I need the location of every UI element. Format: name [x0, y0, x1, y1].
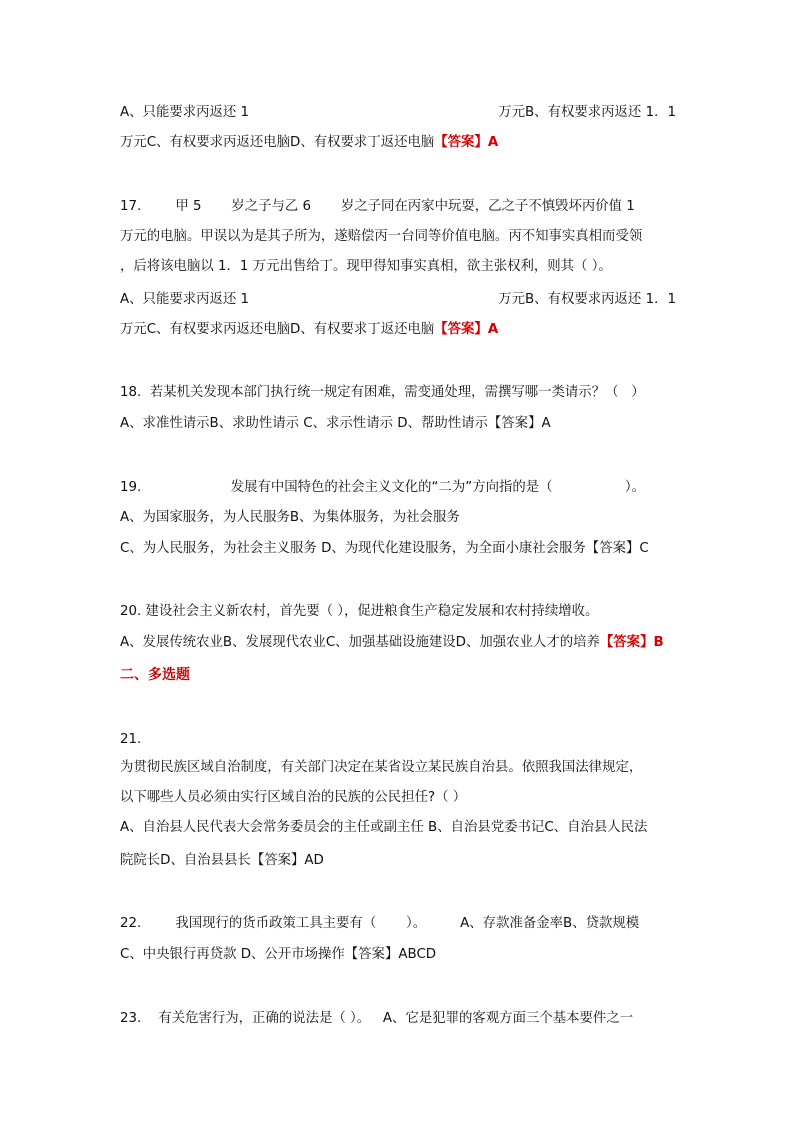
option-line: C、中央银行再贷款 D、公开市场操作【答案】ABCD [120, 947, 437, 962]
option-line [120, 290, 676, 310]
answer-label: 【答案】A [434, 135, 499, 150]
question-18: 18. 若某机关发现本部门执行统一规定有困难，需变通处理，需撰写哪一类请示？（ ） [120, 385, 645, 400]
question-text: 万元的电脑。甲误以为是其子所为，遂赔偿丙一台同等价值电脑。丙不知事实真相而受领 [120, 229, 643, 244]
section-heading: 二、多选题 [120, 667, 190, 683]
option-text: 万元C、有权要求丙返还电脑D、有权要求丁返还电脑 [120, 322, 435, 337]
option-text: A、只能要求丙返还 1 [120, 292, 250, 307]
question-17: 17. 甲 5 岁之子与乙 6 岁之子同在丙家中玩耍，乙之子不慎毁坏丙价值 1 [120, 199, 635, 214]
question-22: 22. 我国现行的货币政策工具主要有（ ）。 A、存款准备金率B、贷款规模 [120, 916, 640, 931]
option-text: 万元C、有权要求丙返还电脑D、有权要求丁返还电脑 [120, 135, 435, 150]
option-line: A、求准性请示B、求助性请示 C、求示性请示 D、帮助性请示【答案】A [120, 416, 551, 431]
question-text: ，后将该电脑以 1．1 万元出售给丁。现甲得知事实真相，欲主张权利，则其（ ）。 [120, 259, 612, 274]
option-text: A、发展传统农业B、发展现代农业C、加强基础设施建设D、加强农业人才的培养 [120, 635, 600, 650]
option-line: C、为人民服务，为社会主义服务 D、为现代化建设服务，为全面小康社会服务【答案】C [120, 541, 649, 556]
question-20: 20. 建设社会主义新农村，首先要（ ），促进粮食生产稳定发展和农村持续增收。 [120, 604, 599, 619]
answer-label: 【答案】A [434, 322, 499, 337]
question-text: 以下哪些人员必须由实行区域自治的民族的公民担任?（ ） [120, 790, 467, 805]
question-21: 21. [120, 732, 142, 747]
option-line: 院院长D、自治县县长【答案】AD [120, 853, 324, 868]
option-line: A、自治县人民代表大会常务委员会的主任或副主任 B、自治县党委书记C、自治县人民法 [120, 820, 648, 835]
question-23: 23. 有关危害行为，正确的说法是（ ）。 A、它是犯罪的客观方面三个基本要件之一 [120, 1011, 634, 1026]
option-line [120, 103, 676, 123]
answer-label: 【答案】B [599, 635, 664, 650]
option-line [120, 320, 676, 340]
option-line [120, 133, 676, 153]
option-text: 万元B、有权要求丙返还 1．1 [498, 292, 676, 307]
option-line [120, 633, 676, 653]
option-text: A、只能要求丙返还 1 [120, 105, 250, 120]
option-text: 万元B、有权要求丙返还 1．1 [498, 105, 676, 120]
option-line: A、为国家服务，为人民服务B、为集体服务，为社会服务 [120, 510, 460, 525]
question-19: 19. 发展有中国特色的社会主义文化的“二为”方向指的是（ ）。 [120, 480, 645, 495]
question-text: 为贯彻民族区域自治制度，有关部门决定在某省设立某民族自治县。依照我国法律规定， [120, 760, 643, 775]
